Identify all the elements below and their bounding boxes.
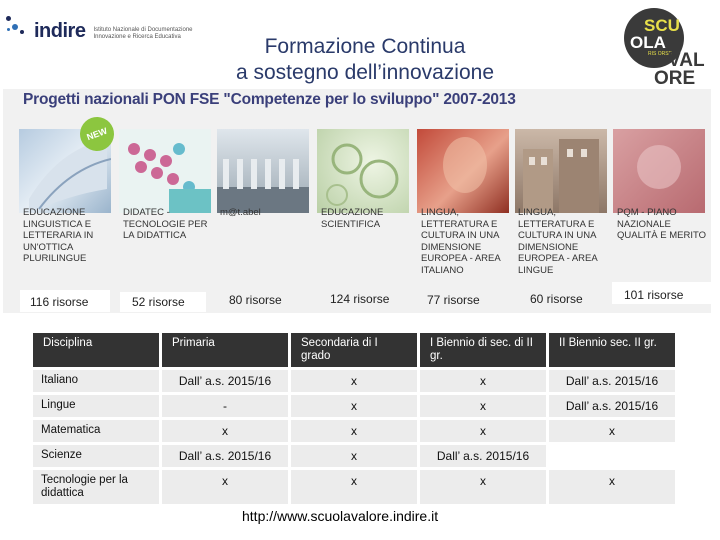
- card-label-pqm: PQM - PIANO NAZIONALE QUALITÀ E MERITO: [617, 207, 707, 241]
- resources-matabel[interactable]: 80 risorse: [229, 293, 282, 307]
- indire-logo-word: indire: [34, 20, 86, 42]
- card-label-italiano: LINGUA, LETTERATURA E CULTURA IN UNA DIMENSIONE EUROPEA - AREA ITALIANO: [421, 207, 501, 276]
- cell-discipline: Matematica: [33, 420, 159, 442]
- page-title-line2: a sostegno dell’innovazione: [235, 61, 495, 84]
- resources-linguistica[interactable]: 116 risorse: [30, 295, 89, 309]
- sv-logo-text-1: SCU: [644, 16, 680, 35]
- cell-value: Dall’ a.s. 2015/16: [549, 370, 675, 392]
- cell-discipline: Scienze: [33, 445, 159, 467]
- pqm-image: [613, 129, 705, 213]
- building-image: [515, 129, 607, 213]
- card-label-didatec: DIDATEC - TECNOLOGIE PER LA DIDATTICA: [123, 207, 208, 241]
- cell-value: x: [549, 420, 675, 442]
- table-row: [33, 445, 675, 467]
- cell-value: x: [291, 395, 417, 417]
- cell-value: Dall’ a.s. 2015/16: [162, 370, 288, 392]
- footer-url-link[interactable]: http://www.scuolavalore.indire.it: [242, 508, 439, 524]
- indire-logo-mark: [4, 14, 34, 40]
- statue-image: [417, 129, 509, 213]
- resources-italiano[interactable]: 77 risorse: [427, 293, 480, 307]
- cell-value: x: [420, 395, 546, 417]
- scuola-valore-logo: [620, 4, 716, 90]
- card-thumbnail-lingue[interactable]: [515, 129, 607, 213]
- cell-value: Dall’ a.s. 2015/16: [549, 395, 675, 417]
- sv-logo-text-3: VAL: [668, 50, 705, 71]
- cell-discipline: Lingue: [33, 395, 159, 417]
- header-secondaria-i: Secondaria di I grado: [291, 333, 417, 367]
- cell-value: x: [420, 420, 546, 442]
- indire-logo: [4, 14, 203, 43]
- table-row: [33, 370, 675, 392]
- cell-value: x: [291, 445, 417, 467]
- sv-logo-text-4: ORE: [654, 68, 696, 89]
- cell-value: Dall’ a.s. 2015/16: [420, 445, 546, 467]
- cell-value: -: [162, 395, 288, 417]
- cell-value: [549, 445, 675, 467]
- resources-pqm[interactable]: 101 risorse: [624, 288, 684, 302]
- indire-logo-subtitle: Istituto Nazionale di Documentazione Innovazione e Ricerca Educativa: [93, 27, 193, 40]
- cell-value: Dall’ a.s. 2015/16: [162, 445, 288, 467]
- resources-lingue[interactable]: 60 risorse: [530, 292, 583, 306]
- page-title: [200, 34, 530, 86]
- resources-didatec[interactable]: 52 risorse: [132, 295, 185, 309]
- cell-value: x: [291, 420, 417, 442]
- colonnade-image: [217, 129, 309, 213]
- page-title-line1: Formazione Continua: [264, 35, 466, 58]
- card-thumbnail-scientifica[interactable]: [317, 129, 409, 213]
- card-label-scientifica: EDUCAZIONE SCIENTIFICA: [321, 207, 384, 230]
- cell-value: x: [291, 370, 417, 392]
- banner-title: Progetti nazionali PON FSE "Competenze per lo sviluppo" 2007-2013: [23, 91, 516, 108]
- header-primaria: Primaria: [162, 333, 288, 367]
- cell-value: x: [162, 470, 288, 504]
- card-label-lingue: LINGUA, LETTERATURA E CULTURA IN UNA DIMENSIONE EUROPEA - AREA LINGUE: [518, 207, 598, 276]
- table-row: [33, 420, 675, 442]
- lab-plate-image: [119, 129, 211, 213]
- cell-value: x: [291, 470, 417, 504]
- discipline-table: [30, 330, 678, 507]
- pon-banner: [3, 89, 711, 313]
- header-biennio-ii: II Biennio sec. II gr.: [549, 333, 675, 367]
- card-label-linguistica: EDUCAZIONE LINGUISTICA E LETTERARIA IN UN'OTTICA PLURILINGUE: [23, 207, 94, 264]
- table-row: [33, 470, 675, 504]
- cell-discipline: Italiano: [33, 370, 159, 392]
- table-row: [33, 395, 675, 417]
- card-thumbnail-italiano[interactable]: [417, 129, 509, 213]
- header-disciplina: Disciplina: [33, 333, 159, 367]
- card-label-matabel: m@t.abel: [220, 207, 261, 218]
- table-header-row: [33, 333, 675, 367]
- resources-scientifica[interactable]: 124 risorse: [330, 292, 390, 306]
- sv-logo-text-2: OLA: [630, 33, 666, 52]
- new-badge-label: NEW: [85, 125, 109, 143]
- header-biennio-i: I Biennio di sec. di II gr.: [420, 333, 546, 367]
- cell-discipline: Tecnologie per la didattica: [33, 470, 159, 504]
- cell-value: x: [549, 470, 675, 504]
- card-thumbnail-pqm[interactable]: [613, 129, 705, 213]
- sv-logo-small: RIS ORSE: [648, 51, 672, 57]
- card-thumbnail-matabel[interactable]: [217, 129, 309, 213]
- cell-value: x: [162, 420, 288, 442]
- card-thumbnail-didatec[interactable]: [119, 129, 211, 213]
- cell-value: x: [420, 470, 546, 504]
- cell-value: x: [420, 370, 546, 392]
- cells-image: [317, 129, 409, 213]
